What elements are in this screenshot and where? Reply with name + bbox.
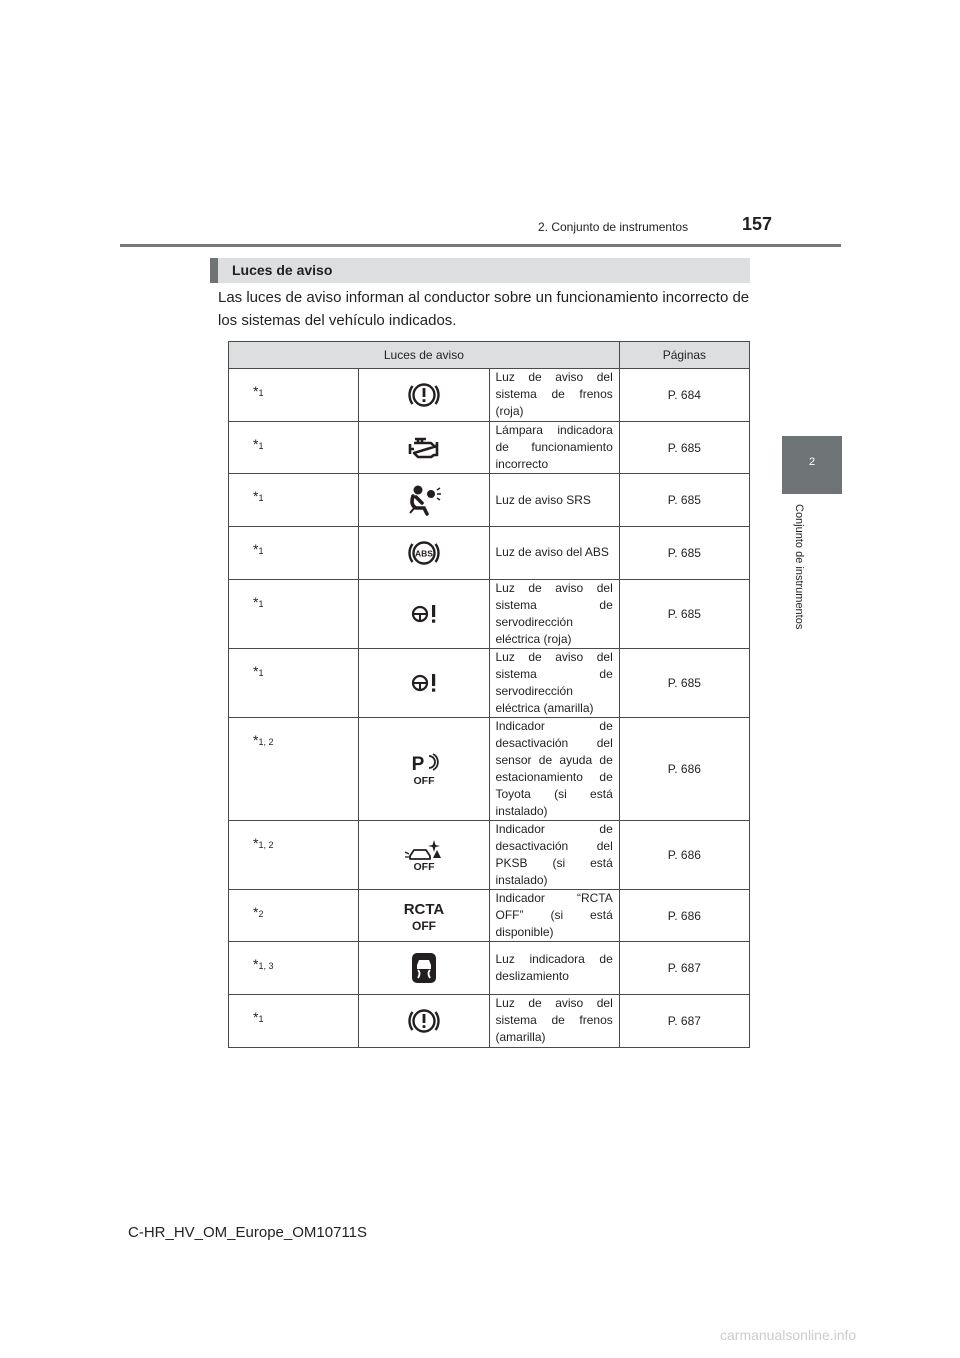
section-heading-bar <box>210 258 750 283</box>
check-engine-icon <box>404 431 444 465</box>
icon-cell <box>359 820 489 889</box>
rcta-off-icon <box>398 899 450 933</box>
chapter-tab <box>782 436 842 494</box>
rcta-icon-text: RCTA <box>403 900 445 918</box>
page-ref-cell: P. 686 <box>619 889 749 942</box>
footnote-cell: *1, 2 <box>229 820 359 889</box>
description-cell: Indicador de desactivación del sensor de ayuda de estacionamiento de Toyota (si está instalado) <box>489 717 619 820</box>
description-cell: Luz de aviso del ABS <box>489 527 619 580</box>
brake-warning-red-icon <box>404 378 444 412</box>
icon-cell <box>359 421 489 474</box>
off-icon-text: OFF <box>413 860 435 872</box>
description-cell: Luz de aviso del sistema de servodirección eléctrica (amarilla) <box>489 648 619 717</box>
footnote-cell: *1 <box>229 421 359 474</box>
page-ref-cell: P. 685 <box>619 474 749 527</box>
icon-cell <box>359 717 489 820</box>
icon-cell <box>359 527 489 580</box>
page-ref-cell: P. 685 <box>619 579 749 648</box>
footnote-cell: *1, 3 <box>229 942 359 995</box>
srs-airbag-icon <box>404 483 444 517</box>
icon-cell <box>359 648 489 717</box>
table-row <box>229 421 750 474</box>
page-ref-cell: P. 685 <box>619 648 749 717</box>
footnote-ref: 1 <box>258 388 264 398</box>
description-cell: Luz indicadora de deslizamiento <box>489 942 619 995</box>
slip-indicator-icon <box>404 951 444 985</box>
abs-icon-text: ABS <box>414 548 433 559</box>
table-row <box>229 717 750 820</box>
table-row <box>229 889 750 942</box>
chapter-label: Conjunto de instrumentos <box>793 504 805 630</box>
icon-cell <box>359 474 489 527</box>
warning-lights-table <box>228 341 750 1048</box>
page-ref-cell: P. 686 <box>619 820 749 889</box>
page-ref-cell: P. 685 <box>619 527 749 580</box>
off-icon-text: OFF <box>413 774 435 786</box>
footnote-ref: 1, 2 <box>258 736 274 747</box>
intro-paragraph: Las luces de aviso informan al conductor sobre un funcionamiento incorrecto de los sistemas del vehículo indicados. <box>218 289 750 329</box>
table-row <box>229 527 750 580</box>
section-heading: Luces de aviso <box>232 262 333 278</box>
description-cell: Indicador “RCTA OFF” (si está disponible) <box>489 889 619 942</box>
description-cell: Luz de aviso del sistema de frenos (amarilla) <box>489 995 619 1048</box>
footnote-cell: *1 <box>229 527 359 580</box>
table-row <box>229 369 750 422</box>
header-section-title: 2. Conjunto de instrumentos <box>538 220 689 234</box>
icon-cell <box>359 369 489 422</box>
table-header-row <box>229 342 750 369</box>
icon-cell <box>359 942 489 995</box>
column-header-pages: Páginas <box>619 342 749 369</box>
eps-warning-red-icon <box>404 597 444 631</box>
off-icon-text: OFF <box>411 918 436 933</box>
document-code: C-HR_HV_OM_Europe_OM10711S <box>128 1224 367 1241</box>
icon-cell <box>359 579 489 648</box>
eps-warning-yellow-icon <box>404 666 444 700</box>
description-cell: Lámpara indicadora de funcionamiento incorrecto <box>489 421 619 474</box>
footnote-cell: *2 <box>229 889 359 942</box>
footnote-cell: *1 <box>229 995 359 1048</box>
description-cell: Luz de aviso del sistema de frenos (roja) <box>489 369 619 422</box>
pksb-off-icon <box>404 838 444 872</box>
footnote-ref: 1, 2 <box>258 839 274 850</box>
footnote-cell: *1 <box>229 369 359 422</box>
table-row <box>229 820 750 889</box>
icon-cell <box>359 995 489 1048</box>
footnote-ref: 1 <box>258 546 264 557</box>
table-row <box>229 648 750 717</box>
footnote-cell: *1 <box>229 648 359 717</box>
footnote-cell: *1, 2 <box>229 717 359 820</box>
page-ref-cell: P. 687 <box>619 942 749 995</box>
footnote-ref: 2 <box>258 908 264 919</box>
page-number: 157 <box>742 214 773 234</box>
table-row <box>229 942 750 995</box>
footnote-cell: *1 <box>229 579 359 648</box>
header-rule <box>120 244 841 247</box>
parking-icon-letter: P <box>411 753 425 775</box>
icon-cell <box>359 889 489 942</box>
chapter-number: 2 <box>808 456 816 468</box>
footnote-ref: 1 <box>258 493 264 504</box>
description-cell: Luz de aviso SRS <box>489 474 619 527</box>
watermark: carmanualsonline.info <box>720 1327 857 1343</box>
page-ref-cell: P. 684 <box>619 369 749 422</box>
page-ref-cell: P. 686 <box>619 717 749 820</box>
abs-warning-icon <box>404 536 444 570</box>
footnote-ref: 1 <box>258 440 264 451</box>
footnote-ref: 1 <box>258 667 264 678</box>
page-ref-cell: P. 687 <box>619 995 749 1048</box>
footnote-ref: 1, 3 <box>258 961 274 972</box>
parking-assist-off-icon <box>404 752 444 786</box>
table-row <box>229 474 750 527</box>
table-row <box>229 995 750 1048</box>
brake-warning-yellow-icon <box>404 1004 444 1038</box>
table-row <box>229 579 750 648</box>
description-cell: Indicador de desactivación del PKSB (si está instalado) <box>489 820 619 889</box>
footnote-cell: *1 <box>229 474 359 527</box>
column-header-lights: Luces de aviso <box>229 342 620 369</box>
footnote-ref: 1 <box>258 1014 264 1025</box>
footnote-ref: 1 <box>258 598 264 609</box>
page-ref-cell: P. 685 <box>619 421 749 474</box>
description-cell: Luz de aviso del sistema de servodirección eléctrica (roja) <box>489 579 619 648</box>
